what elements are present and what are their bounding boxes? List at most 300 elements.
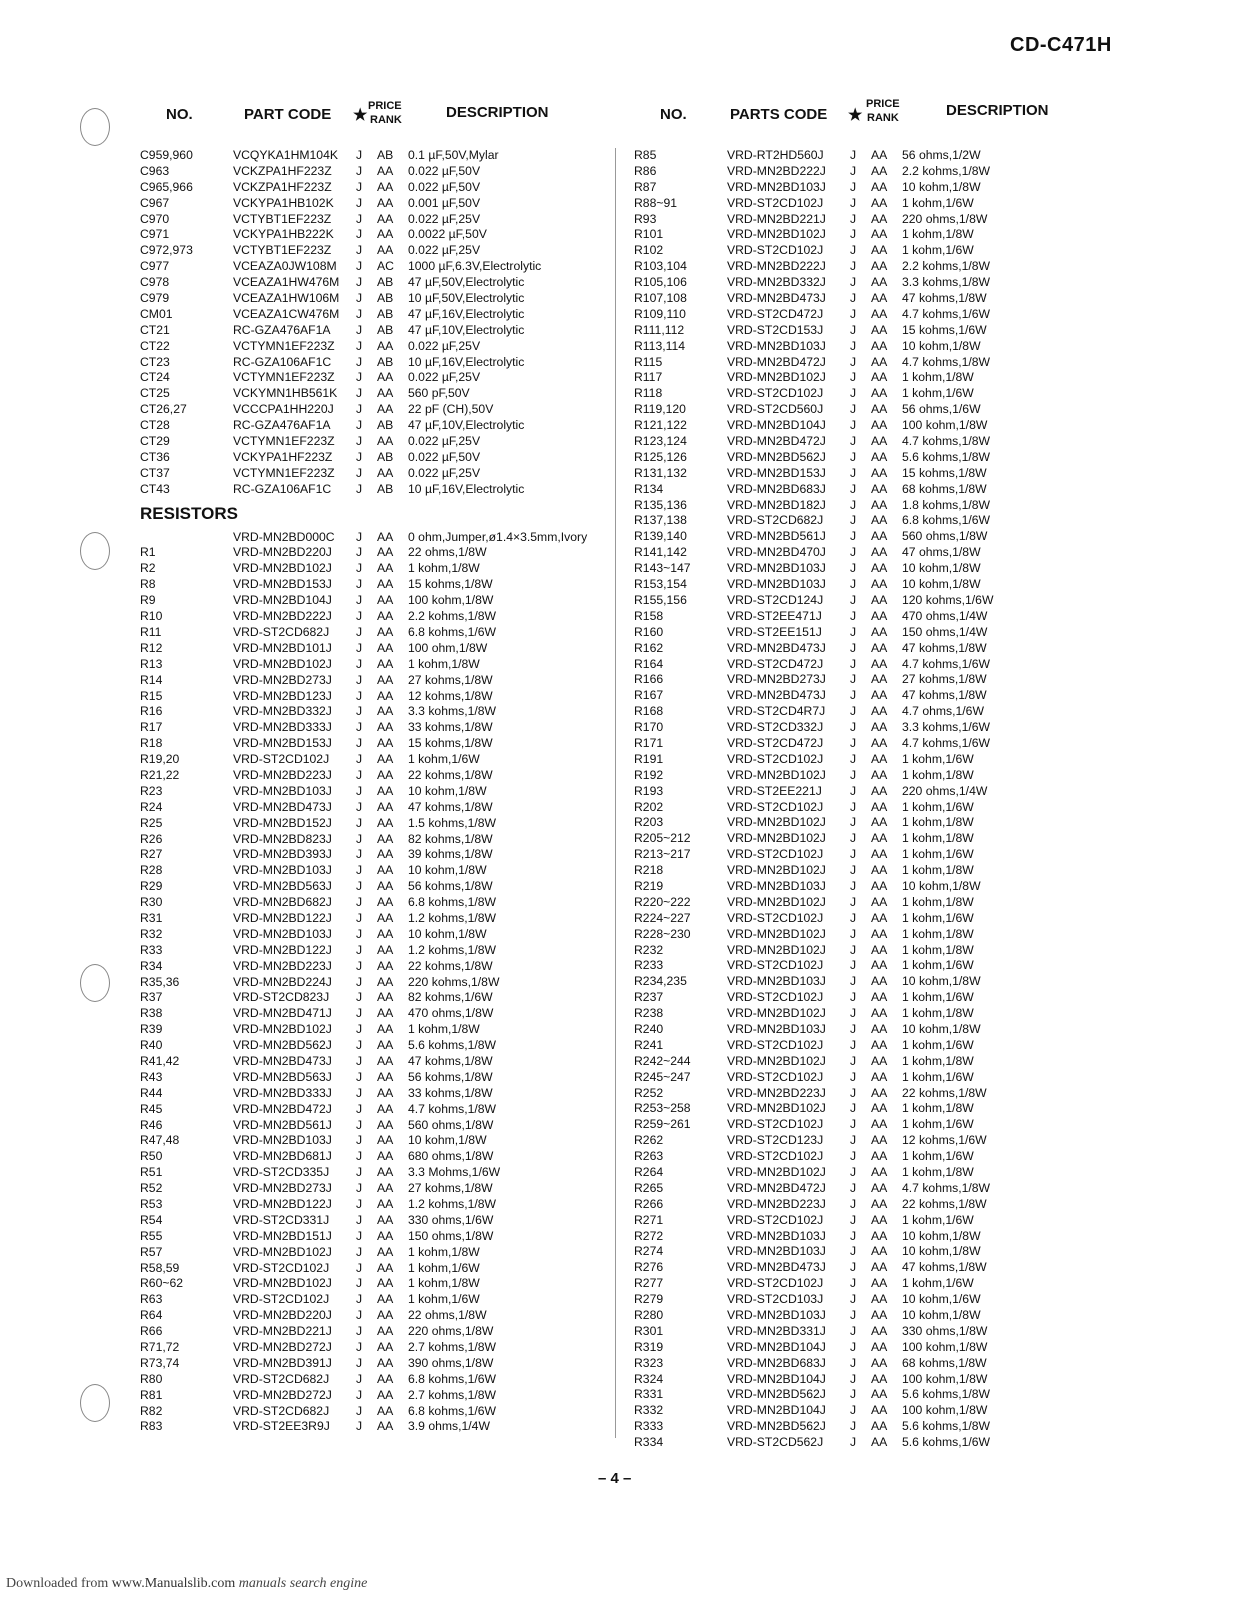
price-rank: AA xyxy=(377,1212,394,1227)
price-rank: AA xyxy=(871,735,888,750)
part-code: VRD-ST2CD103J xyxy=(727,1292,824,1307)
part-number: R46 xyxy=(140,1117,163,1132)
marking-j: J xyxy=(356,354,363,369)
price-rank: AA xyxy=(377,831,394,846)
parts-row xyxy=(140,1070,610,1086)
part-description: 1 kohm,1/6W xyxy=(902,243,974,258)
part-code: VRD-ST2CD102J xyxy=(233,1292,330,1307)
part-number: R324 xyxy=(634,1371,664,1386)
part-number: R16 xyxy=(140,704,163,719)
price-rank: AA xyxy=(377,434,394,449)
part-number: R262 xyxy=(634,1133,664,1148)
part-code: VRD-MN2BD102J xyxy=(233,1022,332,1037)
marking-j: J xyxy=(356,593,363,608)
parts-row xyxy=(140,641,610,657)
price-rank: AA xyxy=(871,481,888,496)
part-description: 1.2 kohms,1/8W xyxy=(408,942,497,957)
part-code: VRD-ST2CD4R7J xyxy=(727,704,826,719)
part-number: CT28 xyxy=(140,418,170,433)
part-description: 27 kohms,1/8W xyxy=(902,672,987,687)
marking-j: J xyxy=(356,1085,363,1100)
marking-j: J xyxy=(850,672,857,687)
marking-j: J xyxy=(850,275,857,290)
part-code: VRD-MN2BD223J xyxy=(233,958,332,973)
parts-row xyxy=(140,816,610,832)
part-description: 330 ohms,1/6W xyxy=(408,1212,494,1227)
marking-j: J xyxy=(356,672,363,687)
part-number: R266 xyxy=(634,1196,664,1211)
part-number: R166 xyxy=(634,672,664,687)
marking-j: J xyxy=(356,402,363,417)
part-code: VRD-MN2BD472J xyxy=(727,434,826,449)
marking-j: J xyxy=(356,990,363,1005)
part-description: 1 kohm,1/6W xyxy=(902,751,974,766)
part-code: VRD-RT2HD560J xyxy=(727,148,824,162)
capacitor-list xyxy=(140,148,610,498)
price-rank: AA xyxy=(377,1419,394,1434)
marking-j: J xyxy=(356,656,363,671)
part-code: VRD-ST2CD562J xyxy=(727,1435,824,1450)
part-description: 68 kohms,1/8W xyxy=(902,1355,987,1370)
marking-j: J xyxy=(850,942,857,957)
part-number: R39 xyxy=(140,1022,163,1037)
part-number: C971 xyxy=(140,227,170,242)
marking-j: J xyxy=(850,179,857,194)
part-description: 47 kohms,1/8W xyxy=(408,1053,493,1068)
left-parts-column xyxy=(140,148,610,1435)
part-code: VRD-MN2BD104J xyxy=(727,1339,826,1354)
marking-j: J xyxy=(850,402,857,417)
marking-j: J xyxy=(356,624,363,639)
price-rank: AA xyxy=(377,1022,394,1037)
marking-j: J xyxy=(850,1085,857,1100)
marking-j: J xyxy=(356,195,363,210)
parts-row xyxy=(140,275,610,291)
part-description: 1 kohm,1/6W xyxy=(902,1069,974,1084)
marking-j: J xyxy=(356,227,363,242)
part-code: RC-GZA106AF1C xyxy=(233,481,332,496)
parts-row xyxy=(140,609,610,625)
part-code: VRD-MN2BD473J xyxy=(233,1053,332,1068)
parts-row xyxy=(634,1133,1104,1149)
part-code: VRD-MN2BD470J xyxy=(727,545,826,560)
model-number: CD-C471H xyxy=(1010,34,1112,56)
part-number: R44 xyxy=(140,1085,163,1100)
marking-j: J xyxy=(850,688,857,703)
part-description: 47 µF,10V,Electrolytic xyxy=(408,418,525,433)
marking-j: J xyxy=(850,1244,857,1259)
header-no: NO. xyxy=(166,106,193,123)
parts-row xyxy=(140,1102,610,1118)
price-rank: AB xyxy=(377,322,394,337)
part-description: 1 kohm,1/8W xyxy=(902,370,974,385)
part-number: R9 xyxy=(140,593,156,608)
marking-j: J xyxy=(850,545,857,560)
part-number: R32 xyxy=(140,926,163,941)
parts-row xyxy=(634,513,1104,529)
price-rank: AA xyxy=(377,1181,394,1196)
part-description: 3.9 ohms,1/4W xyxy=(408,1419,490,1434)
part-code: VRD-ST2EE151J xyxy=(727,624,822,639)
parts-row xyxy=(140,1086,610,1102)
part-code: VCQYKA1HM104K xyxy=(233,148,338,162)
marking-j: J xyxy=(356,1276,363,1291)
part-number: R53 xyxy=(140,1197,163,1211)
parts-row xyxy=(634,1340,1104,1356)
marking-j: J xyxy=(356,148,363,162)
parts-row xyxy=(634,958,1104,974)
price-rank: AA xyxy=(871,513,888,528)
part-number: R8 xyxy=(140,577,156,592)
part-number: C959,960 xyxy=(140,148,193,162)
part-description: 22 pF (CH),50V xyxy=(408,402,494,417)
price-rank: AA xyxy=(871,386,888,401)
price-rank: AA xyxy=(377,672,394,687)
part-code: VRD-MN2BD823J xyxy=(233,831,332,846)
price-rank: AA xyxy=(377,863,394,878)
part-code: VRD-MN2BD104J xyxy=(727,418,826,433)
part-description: 6.8 kohms,1/6W xyxy=(408,1371,497,1386)
parts-row xyxy=(634,863,1104,879)
part-number: CT36 xyxy=(140,449,170,464)
price-rank: AA xyxy=(871,291,888,306)
part-number: R259~261 xyxy=(634,1117,691,1132)
part-number: R234,235 xyxy=(634,974,687,989)
part-description: 0.022 µF,25V xyxy=(408,465,481,480)
marking-j: J xyxy=(356,481,363,496)
part-description: 56 ohms,1/2W xyxy=(902,148,981,162)
parts-row xyxy=(634,1149,1104,1165)
part-code: VRD-MN2BD393J xyxy=(233,847,332,862)
part-code: VRD-MN2BD103J xyxy=(727,1308,826,1323)
part-number: R31 xyxy=(140,910,163,925)
part-number: R1 xyxy=(140,545,156,560)
parts-row xyxy=(634,1260,1104,1276)
price-rank: AA xyxy=(871,227,888,242)
price-rank: AA xyxy=(871,577,888,592)
parts-row xyxy=(140,180,610,196)
part-code: VRD-ST2EE221J xyxy=(727,783,822,798)
marking-j: J xyxy=(850,211,857,226)
part-description: 100 kohm,1/8W xyxy=(902,1403,988,1418)
price-rank: AA xyxy=(377,211,394,226)
price-rank: AB xyxy=(377,481,394,496)
part-number: R52 xyxy=(140,1181,163,1196)
star-icon: ★ xyxy=(848,107,863,124)
part-code: VRD-MN2BD562J xyxy=(233,1038,332,1053)
part-number: R134 xyxy=(634,481,664,496)
part-code: VRD-MN2BD153J xyxy=(233,577,332,592)
header-price: PRICE xyxy=(368,100,402,112)
marking-j: J xyxy=(850,958,857,973)
part-number: R276 xyxy=(634,1260,664,1275)
parts-row xyxy=(140,784,610,800)
part-description: 100 kohm,1/8W xyxy=(408,593,494,608)
part-number: R242~244 xyxy=(634,1053,691,1068)
marking-j: J xyxy=(850,465,857,480)
marking-j: J xyxy=(356,211,363,226)
marking-j: J xyxy=(356,1260,363,1275)
part-code: VRD-MN2BD102J xyxy=(233,656,332,671)
part-code: VRD-MN2BD223J xyxy=(727,1196,826,1211)
price-rank: AA xyxy=(377,926,394,941)
parts-row xyxy=(634,784,1104,800)
part-description: 10 kohm,1/6W xyxy=(902,1292,981,1307)
parts-row xyxy=(634,911,1104,927)
marking-j: J xyxy=(356,1022,363,1037)
part-code: VRD-MN2BD222J xyxy=(727,163,826,178)
price-rank: AB xyxy=(377,354,394,369)
marking-j: J xyxy=(850,1053,857,1068)
part-description: 470 ohms,1/8W xyxy=(408,1006,494,1021)
resistors-label: RESISTORS xyxy=(140,503,238,523)
part-number: R218 xyxy=(634,863,664,878)
part-number: R202 xyxy=(634,799,664,814)
parts-row xyxy=(634,339,1104,355)
part-number: R213~217 xyxy=(634,847,691,862)
part-code: VRD-MN2BD220J xyxy=(233,545,332,560)
parts-row xyxy=(634,1229,1104,1245)
download-footer xyxy=(6,1576,367,1592)
marking-j: J xyxy=(850,608,857,623)
part-description: 3.3 kohms,1/6W xyxy=(902,720,991,735)
price-rank: AA xyxy=(871,878,888,893)
price-rank: AA xyxy=(377,1197,394,1211)
price-rank: AA xyxy=(871,259,888,274)
price-rank: AA xyxy=(871,990,888,1005)
price-rank: AA xyxy=(871,354,888,369)
part-description: 1 kohm,1/6W xyxy=(902,990,974,1005)
parts-row xyxy=(634,1324,1104,1340)
part-description: 100 kohm,1/8W xyxy=(902,418,988,433)
part-description: 1 kohm,1/8W xyxy=(408,1276,480,1291)
part-description: 100 kohm,1/8W xyxy=(902,1371,988,1386)
part-number: CM01 xyxy=(140,306,173,321)
parts-row xyxy=(634,641,1104,657)
parts-row xyxy=(140,895,610,911)
footer-suffix: manuals search engine xyxy=(235,1576,368,1591)
part-description: 4.7 kohms,1/8W xyxy=(902,1180,991,1195)
part-number: C967 xyxy=(140,195,170,210)
part-code: VRD-ST2CD124J xyxy=(727,592,824,607)
price-rank: AA xyxy=(871,1085,888,1100)
part-number: C965,966 xyxy=(140,179,193,194)
marking-j: J xyxy=(356,163,363,178)
part-number: C963 xyxy=(140,163,170,178)
price-rank: AA xyxy=(377,1149,394,1164)
parts-row xyxy=(140,323,610,339)
price-rank: AC xyxy=(377,259,394,274)
part-code: VRD-MN2BD563J xyxy=(233,879,332,894)
parts-row xyxy=(140,1149,610,1165)
marking-j: J xyxy=(356,243,363,258)
part-code: VRD-MN2BD223J xyxy=(233,767,332,782)
part-description: 4.7 kohms,1/6W xyxy=(902,306,991,321)
part-number: R17 xyxy=(140,720,163,735)
parts-row xyxy=(634,529,1104,545)
part-description: 10 kohm,1/8W xyxy=(408,863,487,878)
marking-j: J xyxy=(850,624,857,639)
part-number: R13 xyxy=(140,656,163,671)
part-description: 1 kohm,1/6W xyxy=(902,847,974,862)
parts-row xyxy=(634,561,1104,577)
marking-j: J xyxy=(356,1006,363,1021)
part-number: R237 xyxy=(634,990,664,1005)
price-rank: AA xyxy=(871,163,888,178)
price-rank: AA xyxy=(377,736,394,751)
marking-j: J xyxy=(356,831,363,846)
parts-row xyxy=(634,688,1104,704)
part-code: VRD-ST2CD331J xyxy=(233,1212,330,1227)
marking-j: J xyxy=(850,1196,857,1211)
marking-j: J xyxy=(356,465,363,480)
part-description: 10 µF,16V,Electrolytic xyxy=(408,354,525,369)
price-rank: AA xyxy=(871,1419,888,1434)
part-description: 10 kohm,1/8W xyxy=(902,338,981,353)
part-code: VRD-ST2CD335J xyxy=(233,1165,330,1180)
price-rank: AA xyxy=(377,910,394,925)
part-code: VRD-MN2BD103J xyxy=(727,974,826,989)
price-rank: AA xyxy=(871,1435,888,1450)
parts-row xyxy=(140,1118,610,1134)
part-description: 0.1 µF,50V,Mylar xyxy=(408,148,499,162)
part-code: VRD-MN2BD472J xyxy=(727,1180,826,1195)
part-description: 22 kohms,1/8W xyxy=(408,767,493,782)
header-rank: RANK xyxy=(370,114,402,126)
part-number: R131,132 xyxy=(634,465,687,480)
part-description: 220 ohms,1/8W xyxy=(408,1324,494,1339)
part-code: VRD-MN2BD473J xyxy=(727,688,826,703)
marking-j: J xyxy=(850,767,857,782)
parts-row xyxy=(634,1244,1104,1260)
price-rank: AA xyxy=(377,799,394,814)
price-rank: AA xyxy=(871,688,888,703)
parts-row xyxy=(634,386,1104,402)
part-number: R277 xyxy=(634,1276,664,1291)
part-code: VCKYPA1HF223Z xyxy=(233,449,333,464)
price-rank: AA xyxy=(377,656,394,671)
marking-j: J xyxy=(850,1387,857,1402)
marking-j: J xyxy=(850,449,857,464)
part-description: 5.6 kohms,1/8W xyxy=(902,1387,991,1402)
price-rank: AB xyxy=(377,291,394,306)
part-number: R11 xyxy=(140,624,162,639)
part-description: 1 kohm,1/8W xyxy=(902,831,974,846)
part-code: VRD-MN2BD391J xyxy=(233,1355,332,1370)
price-rank: AA xyxy=(871,1180,888,1195)
part-code: VRD-MN2BD683J xyxy=(727,1355,826,1370)
part-code: VRD-MN2BD103J xyxy=(727,1021,826,1036)
part-description: 4.7 ohms,1/6W xyxy=(902,704,984,719)
part-code: VRD-MN2BD221J xyxy=(233,1324,332,1339)
header-rank: RANK xyxy=(867,112,899,124)
price-rank: AA xyxy=(871,1133,888,1148)
parts-row xyxy=(140,339,610,355)
parts-row xyxy=(140,943,610,959)
header-description: DESCRIPTION xyxy=(946,102,1049,119)
parts-row xyxy=(634,1387,1104,1403)
part-description: 47 kohms,1/8W xyxy=(902,640,987,655)
marking-j: J xyxy=(356,370,363,385)
marking-j: J xyxy=(356,449,363,464)
part-description: 1 kohm,1/8W xyxy=(408,1244,480,1259)
parts-row xyxy=(634,212,1104,228)
parts-row xyxy=(634,768,1104,784)
marking-j: J xyxy=(356,847,363,862)
part-description: 10 kohm,1/8W xyxy=(408,1133,487,1148)
part-code: VRD-MN2BD273J xyxy=(233,672,332,687)
price-rank: AA xyxy=(377,974,394,989)
header-price: PRICE xyxy=(866,98,900,110)
parts-row xyxy=(634,1292,1104,1308)
parts-row xyxy=(634,323,1104,339)
part-number: R63 xyxy=(140,1292,163,1307)
parts-row xyxy=(634,609,1104,625)
marking-j: J xyxy=(850,1149,857,1164)
price-rank: AA xyxy=(871,338,888,353)
header-description: DESCRIPTION xyxy=(446,104,549,121)
price-rank: AA xyxy=(871,608,888,623)
part-description: 1 kohm,1/6W xyxy=(902,910,974,925)
marking-j: J xyxy=(850,783,857,798)
price-rank: AA xyxy=(871,926,888,941)
parts-row xyxy=(634,1213,1104,1229)
parts-row xyxy=(634,259,1104,275)
part-number: R119,120 xyxy=(634,402,686,417)
marking-j: J xyxy=(850,434,857,449)
marking-j: J xyxy=(356,609,363,624)
price-rank: AA xyxy=(871,1387,888,1402)
marking-j: J xyxy=(356,1212,363,1227)
part-number: R45 xyxy=(140,1101,163,1116)
price-rank: AA xyxy=(871,322,888,337)
price-rank: AA xyxy=(377,163,394,178)
price-rank: AA xyxy=(377,545,394,560)
price-rank: AA xyxy=(377,958,394,973)
part-number: C978 xyxy=(140,275,170,290)
marking-j: J xyxy=(850,1069,857,1084)
parts-row xyxy=(634,402,1104,418)
part-code: VCTYMN1EF223Z xyxy=(233,338,335,353)
price-rank: AA xyxy=(871,1069,888,1084)
part-number: CT43 xyxy=(140,481,170,496)
part-description: 22 ohms,1/8W xyxy=(408,545,487,560)
footer-link[interactable]: www.Manualslib.com xyxy=(111,1576,236,1591)
part-code: VRD-MN2BD102J xyxy=(727,370,826,385)
part-number: R71,72 xyxy=(140,1340,180,1355)
part-number: R232 xyxy=(634,942,664,957)
parts-row xyxy=(140,482,610,498)
part-description: 1 kohm,1/8W xyxy=(902,1006,974,1021)
part-code: VRD-MN2BD471J xyxy=(233,1006,332,1021)
part-code: VCEAZA1HW476M xyxy=(233,275,340,290)
part-number: R80 xyxy=(140,1371,163,1386)
part-description: 1 kohm,1/8W xyxy=(902,227,974,242)
part-number: R224~227 xyxy=(634,910,691,925)
part-description: 3.3 kohms,1/8W xyxy=(902,275,991,290)
parts-row xyxy=(140,1388,610,1404)
price-rank: AA xyxy=(871,1228,888,1243)
parts-row xyxy=(634,434,1104,450)
part-number: R220~222 xyxy=(634,894,691,909)
part-code: VRD-MN2BD682J xyxy=(233,895,332,910)
part-number: R253~258 xyxy=(634,1101,691,1116)
part-description: 4.7 kohms,1/8W xyxy=(408,1101,497,1116)
marking-j: J xyxy=(850,1260,857,1275)
part-description: 1 kohm,1/6W xyxy=(902,1149,974,1164)
part-code: VRD-MN2BD104J xyxy=(727,1371,826,1386)
parts-row xyxy=(140,1213,610,1229)
